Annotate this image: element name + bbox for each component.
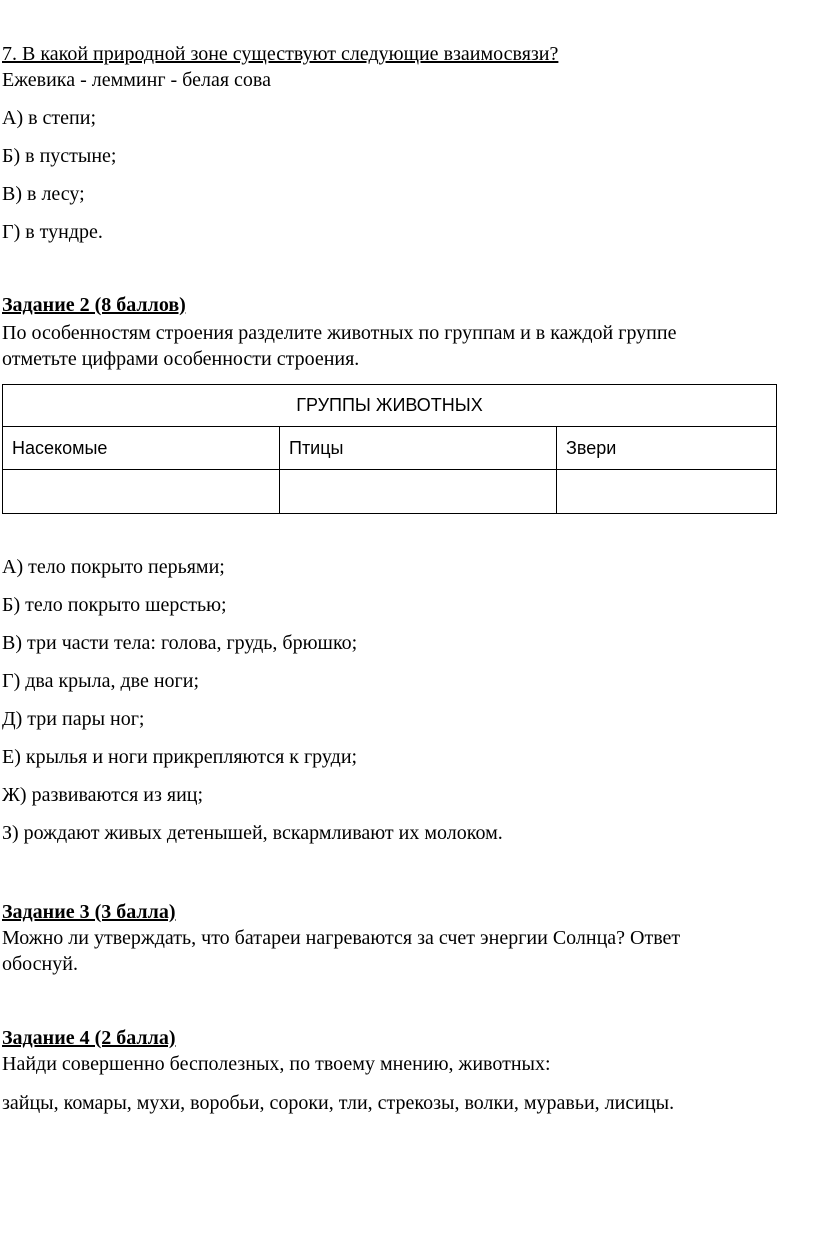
task-2-option-v: В) три части тела: голова, грудь, брюшко; [2, 632, 358, 654]
column-insects: Насекомые [3, 427, 280, 470]
table-header-cell: ГРУППЫ ЖИВОТНЫХ [3, 385, 777, 427]
task-3-text-line-1: Можно ли утверждать, что батареи нагреваются за счет энергии Солнца? Ответ [2, 927, 681, 949]
task-2-text-line-2: отметьте цифрами особенности строения. [2, 348, 360, 370]
task-3-text-line-2: обоснуй. [2, 953, 78, 975]
animal-groups-table [2, 384, 777, 514]
task-4-heading: Задание 4 (2 балла) [2, 1027, 176, 1049]
task-2-option-z: З) рождают живых детенышей, вскармливают их молоком. [2, 822, 503, 844]
task-2-option-zh: Ж) развиваются из яиц; [2, 784, 204, 806]
q7-option-c: В) в лесу; [2, 183, 85, 205]
answer-cell-mammals[interactable] [557, 470, 777, 514]
q7-option-b: Б) в пустыне; [2, 145, 117, 167]
q7-option-a: А) в степи; [2, 107, 97, 129]
answer-cell-birds[interactable] [280, 470, 557, 514]
answer-cell-insects[interactable] [3, 470, 280, 514]
task-2-option-d: Д) три пары ног; [2, 708, 145, 730]
q7-option-d: Г) в тундре. [2, 221, 103, 243]
food-chain-text: Ежевика - лемминг - белая сова [2, 69, 271, 91]
task-2-option-b: Б) тело покрыто шерстью; [2, 594, 227, 616]
task-2-text-line-1: По особенностям строения разделите животных по группам и в каждой группе [2, 322, 677, 344]
task-2-option-e: Е) крылья и ноги прикрепляются к груди; [2, 746, 358, 768]
task-2-option-g: Г) два крыла, две ноги; [2, 670, 200, 692]
task-3-heading: Задание 3 (3 балла) [2, 901, 176, 923]
column-birds: Птицы [280, 427, 557, 470]
column-mammals[interactable]: Звери [557, 427, 777, 470]
task-4-animal-list: зайцы, комары, мухи, воробьи, сороки, тли, стрекозы, волки, муравьи, лисицы. [2, 1092, 675, 1114]
task-4-text-line-1: Найди совершенно бесполезных, по твоему мнению, животных: [2, 1053, 551, 1075]
task-2-option-a: А) тело покрыто перьями; [2, 556, 225, 578]
question-7-title: 7. В какой природной зоне существуют следующие взаимосвязи? [2, 43, 559, 65]
task-2-heading: Задание 2 (8 баллов) [2, 294, 186, 316]
